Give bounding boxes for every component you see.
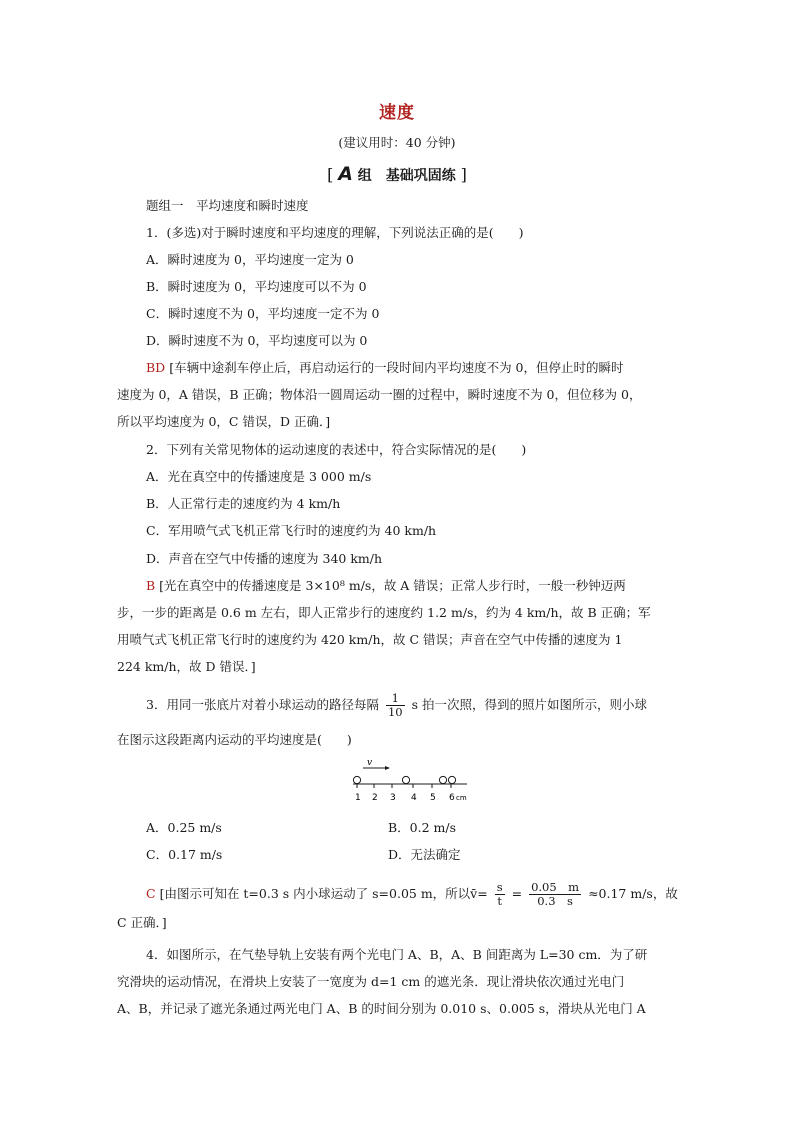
fraction-denominator: t <box>497 894 502 908</box>
q2-stem: 2．下列有关常见物体的运动速度的表述中，符合实际情况的是( ) <box>146 442 527 457</box>
velocity-label: v <box>367 758 373 768</box>
ball-icon <box>353 776 360 783</box>
q2-explanation-2: 步，一步的距离是 0.6 m 左右，即人正常步行的速度约 1.2 m/s，约为 4 km/h，故 B 正确；军 <box>117 605 651 620</box>
q2-explain-text: [光在真空中的传播速度是 3×10⁸ m/s，故 A 错误；正常人步行时，一般一秒钟迈两 <box>159 578 626 593</box>
tick-label: 6 <box>449 793 455 803</box>
q1-answer: BD <box>146 360 166 375</box>
q2-explanation-4: 224 km/h，故 D 错误．] <box>117 659 256 674</box>
q1-explanation-3: 所以平均速度为 0，C 错误，D 正确．] <box>117 414 331 429</box>
q2-option-d: D．声音在空气中传播的速度为 340 km/h <box>146 551 383 566</box>
q1-option-b: B．瞬时速度为 0，平均速度可以不为 0 <box>146 279 367 294</box>
suggested-time: (建议用时：40 分钟) <box>338 135 456 150</box>
q3-stem <box>146 692 647 719</box>
q3-interval-fraction <box>386 692 405 719</box>
group-header <box>0 163 794 185</box>
q2-explanation-3: 用喷气式飞机正常飞行时的速度约为 420 km/h，故 C 错误；声音在空气中传播的速度为 1 <box>117 632 623 647</box>
fraction-denominator: 10 <box>387 705 403 719</box>
page-title: 速度 <box>379 103 415 123</box>
q3-stem-part-b: s 拍一次照，得到的照片如图所示，则小球 <box>411 697 647 712</box>
q3-answer: C <box>146 886 156 901</box>
fraction-numerator: s <box>496 880 503 894</box>
q1-option-a: A．瞬时速度为 0，平均速度一定为 0 <box>146 252 354 267</box>
q1-option-d: D．瞬时速度不为 0，平均速度可以为 0 <box>146 333 368 348</box>
section-heading: 题组一 平均速度和瞬时速度 <box>146 198 309 213</box>
q2-option-b: B．人正常行走的速度约为 4 km/h <box>146 496 341 511</box>
q2-option-a: A．光在真空中的传播速度是 3 000 m/s <box>146 469 372 484</box>
velocity-value-fraction <box>529 881 581 908</box>
arrow-head-icon <box>385 766 390 770</box>
q1-stem: 1．(多选)对于瞬时速度和平均速度的理解，下列说法正确的是( ) <box>146 225 524 240</box>
q4-line-2: 究滑块的运动情况，在滑块上安装了一宽度为 d=1 cm 的遮光条．现让滑块依次通过光电门 <box>117 974 625 989</box>
ball-icon <box>439 776 446 783</box>
fraction-numerator: 0.05 m <box>531 880 580 894</box>
q1-explain-text: [车辆中途刹车停止后，再启动运行的一段时间内平均速度不为 0，但停止时的瞬时 <box>169 360 624 375</box>
group-letter: A <box>338 163 353 185</box>
fraction-numerator: 1 <box>386 692 405 706</box>
q2-answer: B <box>146 578 156 593</box>
q3-explanation-1 <box>146 881 678 908</box>
q1-explanation-1 <box>146 359 624 377</box>
q2-option-c: C．军用喷气式飞机正常飞行时的速度约为 40 km/h <box>146 523 437 538</box>
q2-explanation-1 <box>146 577 626 595</box>
tick-label: 1 <box>355 793 361 803</box>
tick-label: 4 <box>411 793 417 803</box>
ball-icon <box>402 776 409 783</box>
tick-label: 2 <box>372 793 378 803</box>
q3-explanation-2: C 正确．] <box>117 915 167 930</box>
q3-stem-part-a: 3．用同一张底片对着小球运动的路径每隔 <box>146 697 379 712</box>
q1-explanation-2: 速度为 0，A 错误，B 正确；物体沿一圆周运动一圈的过程中，瞬时速度不为 0，但位移为 0， <box>117 387 642 402</box>
q3-stem-2: 在图示这段距离内运动的平均速度是( ) <box>117 732 352 747</box>
group-label: 组 基础巩固练 <box>357 168 456 184</box>
q1-option-c: C．瞬时速度不为 0，平均速度一定不为 0 <box>146 306 380 321</box>
q3-explain-part-b: ≈0.17 m/s，故 <box>588 886 678 901</box>
velocity-formula-fraction <box>495 881 505 908</box>
q3-option-b: B．0.2 m/s <box>388 820 457 835</box>
fraction-denominator: 0.3 s <box>537 894 573 908</box>
tick-label: 3 <box>390 793 396 803</box>
bracket-open: [ <box>327 165 334 184</box>
q3-option-a: A．0.25 m/s <box>146 820 222 835</box>
q4-line-1: 4．如图所示，在气垫导轨上安装有两个光电门 A、B，A、B 间距离为 L=30 cm．为了研 <box>146 947 648 962</box>
ball-photo-figure <box>345 755 475 805</box>
q3-explain-part-a: [由图示可知在 t=0.3 s 内小球运动了 s=0.05 m，所以v̄= <box>159 886 488 901</box>
ball-icon <box>448 776 455 783</box>
bracket-close: ] <box>460 165 467 184</box>
q4-line-3: A、B，并记录了遮光条通过两光电门 A、B 的时间分别为 0.010 s、0.005 s，滑块从光电门 A <box>117 1001 646 1016</box>
q3-option-d: D．无法确定 <box>388 847 461 862</box>
q3-option-c: C．0.17 m/s <box>146 847 223 862</box>
equals-sign: = <box>511 886 523 901</box>
unit-label: cm <box>456 794 467 802</box>
tick-label: 5 <box>430 793 436 803</box>
